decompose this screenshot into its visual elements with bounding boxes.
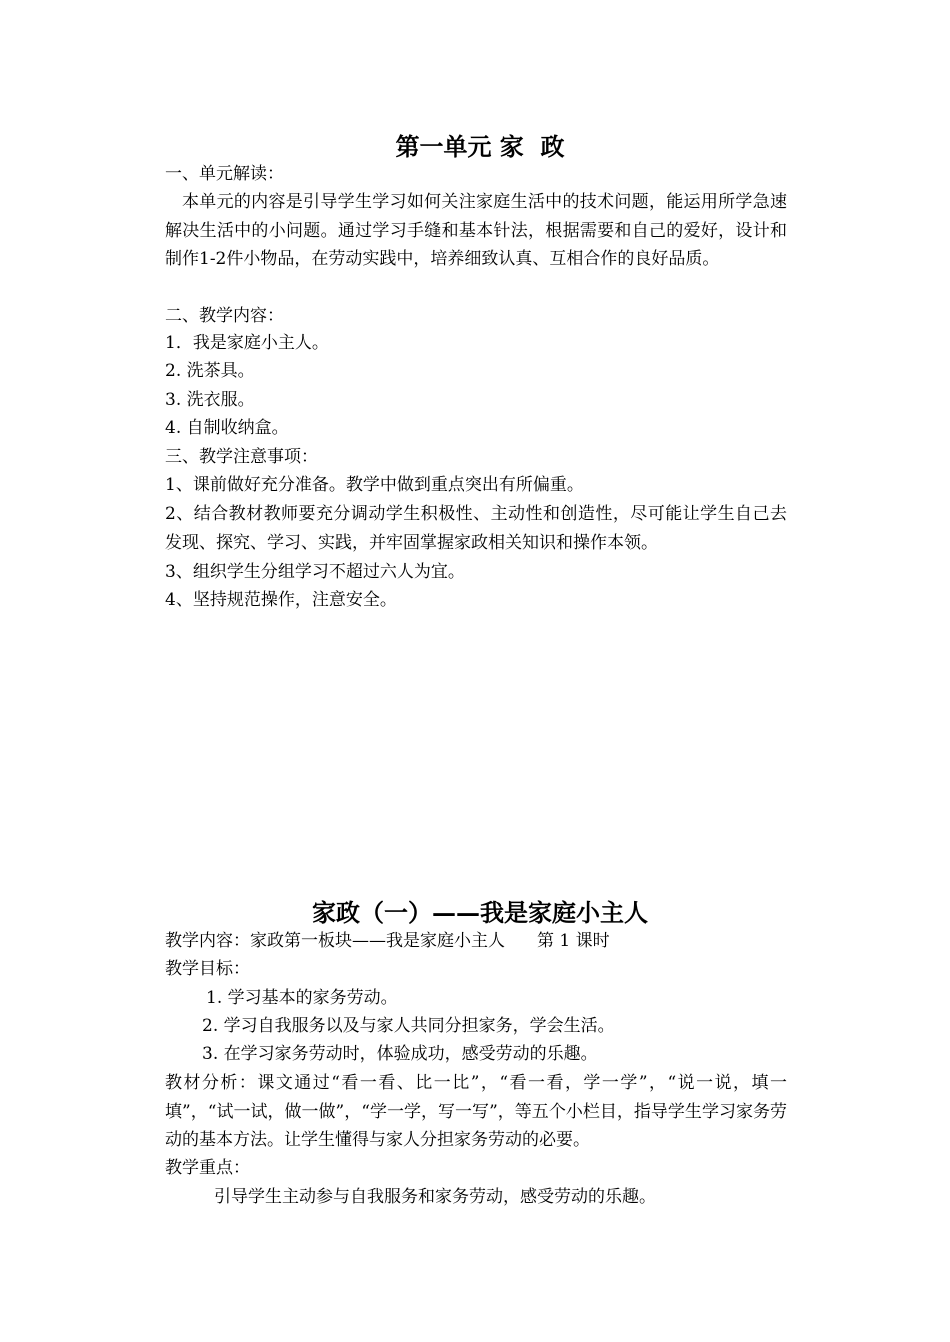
lesson-content-line (165, 927, 790, 956)
unit-title: 第一单元 家 政 (395, 132, 565, 161)
key-point: 引导学生主动参与自我服务和家务劳动，感受劳动的乐趣。 (214, 1187, 656, 1207)
goals-heading: 教学目标： (165, 959, 250, 979)
content-item: 2. 洗茶具。 (165, 361, 255, 381)
lesson-period: 第 1 课时 (537, 931, 610, 951)
content-item: 1．我是家庭小主人。 (165, 333, 329, 353)
note-item: 1、课前做好充分准备。教学中做到重点突出有所偏重。 (165, 475, 584, 495)
textbook-analysis: 教材分析：课文通过“看一看、比一比”，“看一看，学一学”，“说一说，填一填”，“试一试，做一做”，“学一学，写一写”，等五个小栏目，指导学生学习家务劳动的基本方法。让学生懂得与家人分担家务劳动的必要。 (165, 1073, 788, 1150)
note-item: 3、组织学生分组学习不超过六人为宜。 (165, 562, 465, 582)
goal-item: 2. 学习自我服务以及与家人共同分担家务，学会生活。 (202, 1016, 615, 1036)
content-item: 4. 自制收纳盒。 (165, 418, 289, 438)
section-heading-notes: 三、教学注意事项： (165, 447, 318, 467)
lesson-content: 教学内容：家政第一板块——我是家庭小主人 (165, 931, 505, 951)
lesson-title: 家政（一）——我是家庭小主人 (312, 898, 648, 927)
note-item: 2、结合教材教师要充分调动学生积极性、主动性和创造性，尽可能让学生自己去发现、探究、学习、实践，并牢固掌握家政相关知识和操作本领。 (165, 504, 787, 553)
note-item: 4、坚持规范操作，注意安全。 (165, 590, 397, 610)
unit-intro-paragraph: 本单元的内容是引导学生学习如何关注家庭生活中的技术问题，能运用所学急速解决生活中的小问题。通过学习手缝和基本针法，根据需要和自己的爱好，设计和制作1-2件小物品，在劳动实践中，培养细致认真、互相合作的良好品质。 (165, 192, 787, 269)
key-heading: 教学重点： (165, 1158, 250, 1178)
section-heading-interpretation: 一、单元解读： (165, 164, 284, 184)
content-item: 3. 洗衣服。 (165, 390, 255, 410)
goal-item: 1. 学习基本的家务劳动。 (206, 988, 398, 1008)
section-heading-contents: 二、教学内容： (165, 306, 284, 326)
goal-item: 3. 在学习家务劳动时，体验成功，感受劳动的乐趣。 (202, 1044, 598, 1064)
